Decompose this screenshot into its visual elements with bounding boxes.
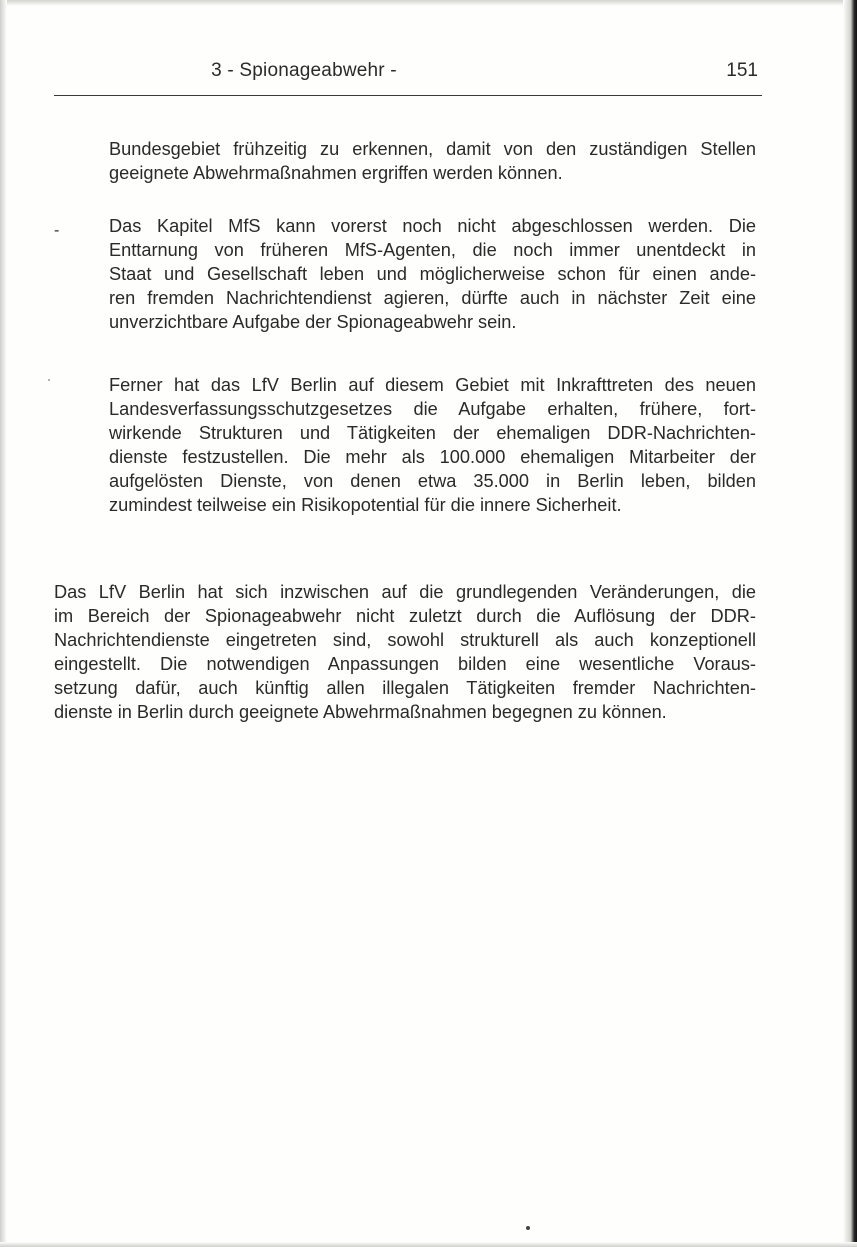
text-line: Nachrichtendienste eingetreten sind, sowohl strukturell als auch konzeptionell (54, 630, 756, 650)
scan-speck (526, 1226, 530, 1230)
paragraph-4 (54, 580, 756, 724)
text-line: setzung dafür, auch künftig allen illegalen Tätigkeiten fremder Nachrichten- (54, 678, 756, 698)
text-line: dienste in Berlin durch geeignete Abwehrmaßnahmen begegnen zu können. (54, 702, 667, 722)
text-line: Bundesgebiet frühzeitig zu erkennen, damit von den zuständigen Stellen (109, 139, 756, 159)
scan-speck (48, 379, 50, 381)
text-line: zumindest teilweise ein Risikopotential für die innere Sicherheit. (109, 495, 622, 515)
text-line: unverzichtbare Aufgabe der Spionageabwehr sein. (109, 312, 517, 332)
scan-edge-right (843, 0, 857, 1247)
list-dash-marker: - (54, 222, 60, 239)
header-rule (54, 95, 762, 96)
scan-edge-left (0, 0, 7, 1247)
text-line: geeignete Abwehrmaßnahmen ergriffen werden können. (109, 163, 563, 183)
text-line: dienste festzustellen. Die mehr als 100.000 ehemaligen Mitarbeiter der (109, 447, 756, 467)
text-line: eingestellt. Die notwendigen Anpassungen bilden eine wesentliche Voraus- (54, 654, 756, 674)
text-line: Enttarnung von früheren MfS-Agenten, die noch immer unentdeckt in (109, 240, 756, 260)
text-line: Landesverfassungsschutzgesetzes die Aufgabe erhalten, frühere, fort- (109, 399, 756, 419)
page-number: 151 (726, 60, 758, 81)
scan-edge-top (0, 0, 857, 6)
paragraph-1 (109, 137, 756, 185)
chapter-title: 3 - Spionageabwehr - (211, 60, 397, 81)
text-line: wirkende Strukturen und Tätigkeiten der ehemaligen DDR-Nachrichten- (109, 423, 756, 443)
paragraph-3 (109, 373, 756, 517)
text-line: Das Kapitel MfS kann vorerst noch nicht abgeschlossen werden. Die (109, 216, 756, 236)
text-line: Staat und Gesellschaft leben und möglicherweise schon für einen ande- (109, 264, 756, 284)
text-line: aufgelösten Dienste, von denen etwa 35.000 in Berlin leben, bilden (109, 471, 756, 491)
text-line: im Bereich der Spionageabwehr nicht zuletzt durch die Auflösung der DDR- (54, 606, 756, 626)
text-line: Das LfV Berlin hat sich inzwischen auf die grundlegenden Veränderungen, die (54, 582, 756, 602)
scan-edge-bottom (0, 1242, 857, 1247)
text-line: ren fremden Nachrichtendienst agieren, dürfte auch in nächster Zeit eine (109, 288, 756, 308)
running-header (54, 58, 762, 88)
paragraph-2 (109, 214, 756, 334)
text-line: Ferner hat das LfV Berlin auf diesem Gebiet mit Inkrafttreten des neuen (109, 375, 756, 395)
